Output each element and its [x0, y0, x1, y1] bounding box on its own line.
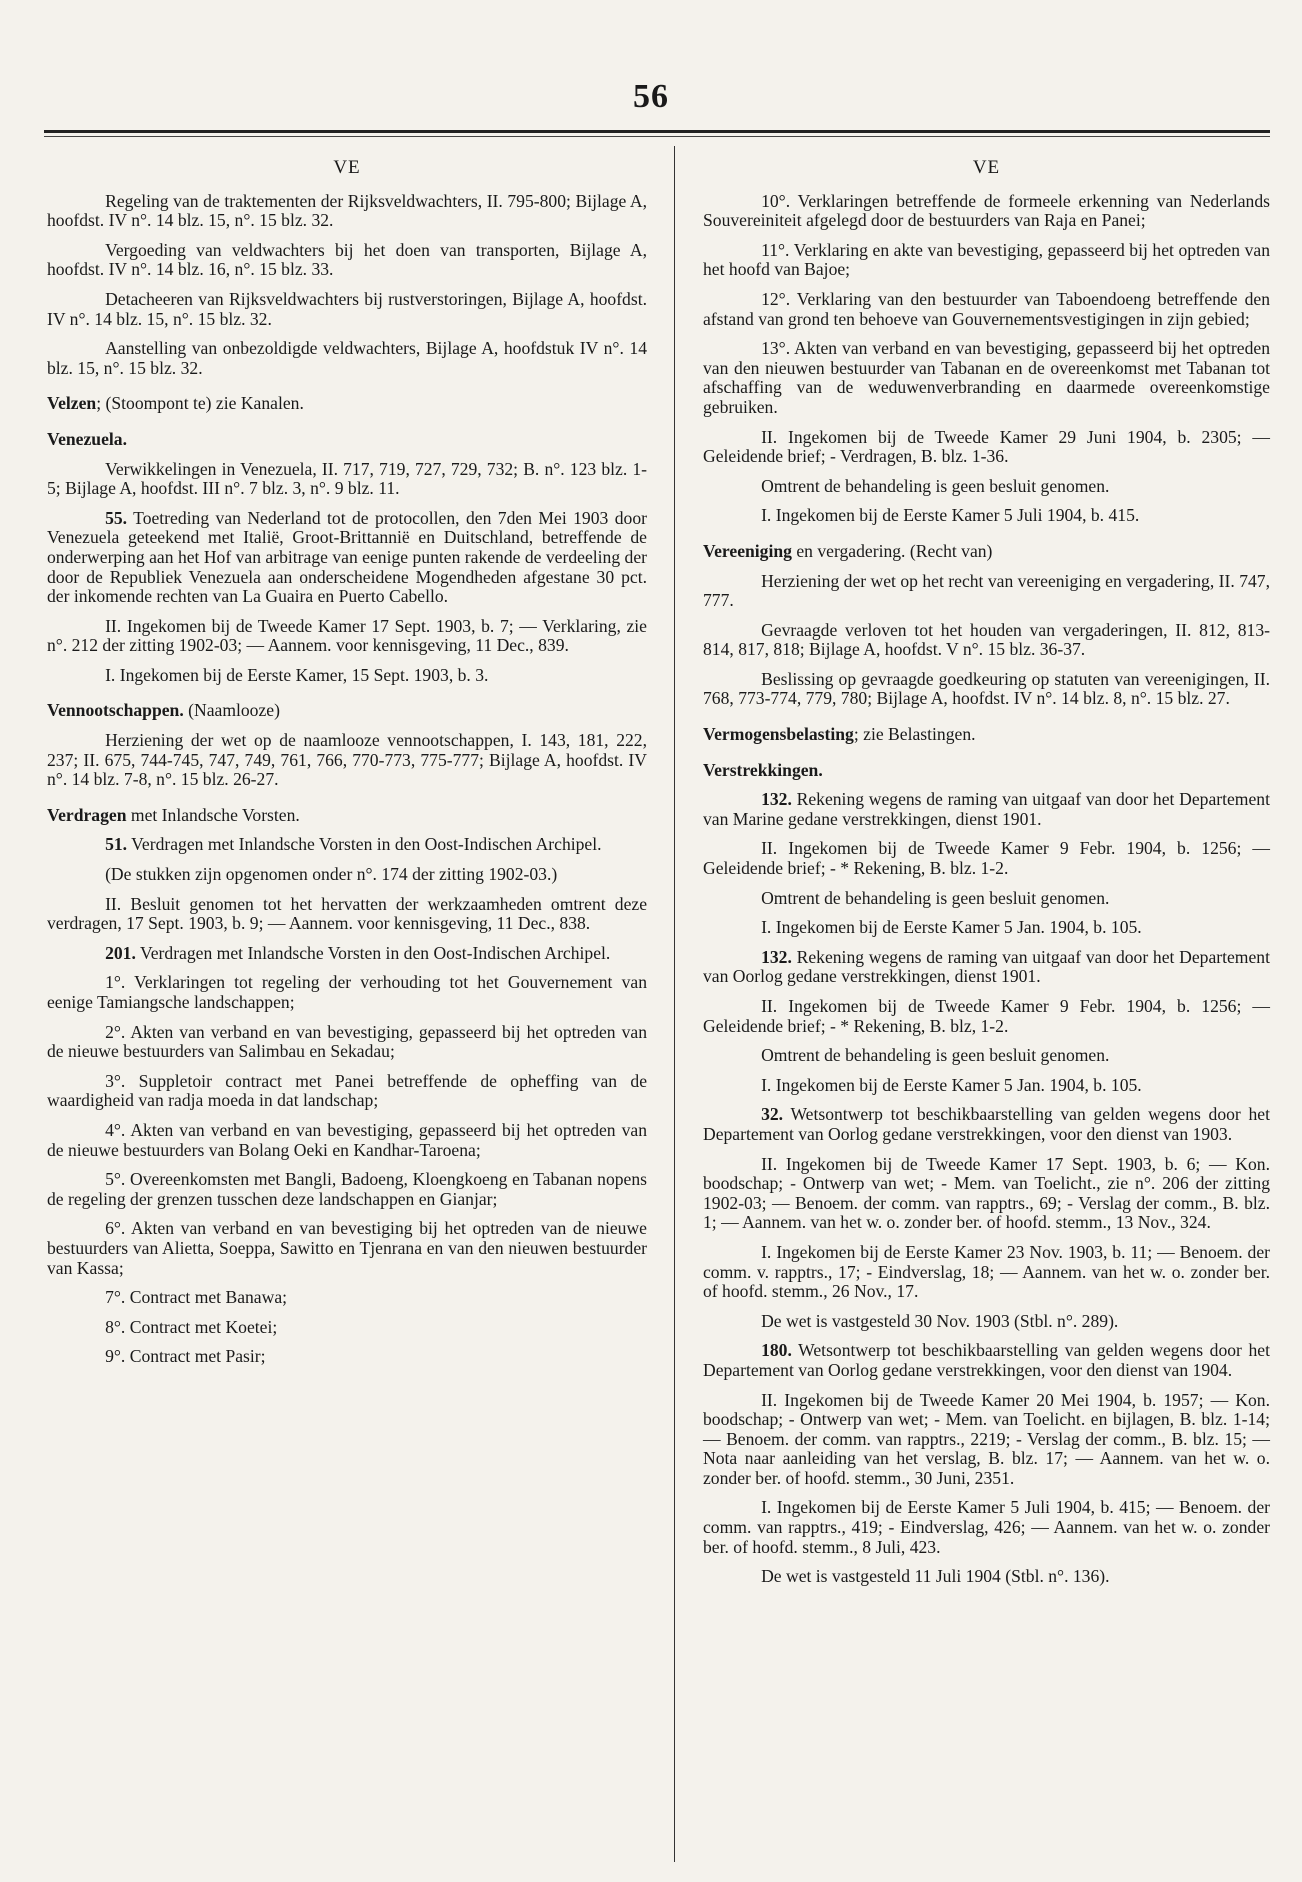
list-item: 4°. Akten van verband en van bevestiging, gepasseerd bij het optreden van de nieuwe bestuurders van Bolang Oeki en Kandhar-Taroena;	[47, 1119, 647, 1160]
right-column	[703, 158, 1270, 1597]
entry-paragraph: I. Ingekomen bij de Eerste Kamer 5 Juli 1904, b. 415.	[761, 505, 1140, 526]
heading-verdragen	[47, 806, 647, 826]
entry-paragraph: Gevraagde verloven tot het houden van vergaderingen, II. 812, 813-814, 817, 818; Bijlage A, hoofdst. V n°. 15 blz. 36-37.	[703, 619, 1270, 660]
heading-tail: (Naamlooze)	[183, 700, 280, 721]
entry-paragraph: (De stukken zijn opgenomen onder n°. 174 der zitting 1902-03.)	[105, 864, 558, 885]
entry-paragraph: Herziening der wet op het recht van vereeniging en vergadering, II. 747, 777.	[703, 570, 1270, 611]
entry-paragraph	[47, 944, 647, 964]
entry-paragraph: Detacheeren van Rijksveldwachters bij rustverstoringen, Bijlage A, hoofdst. IV n°. 14 blz. 15, n°. 15 blz. 32.	[47, 288, 647, 329]
list-item: 2°. Akten van verband en van bevestiging, gepasseerd bij het optreden van de nieuwe bestuurders van Salimbau en Sekadau;	[47, 1021, 647, 1062]
entry-paragraph: II. Besluit genomen tot het hervatten der werkzaamheden omtrent deze verdragen, 17 Sept. 1903, b. 9; — Aannem. voor kennisgeving, 11 Dec., 838.	[47, 893, 647, 934]
entry-paragraph: De wet is vastgesteld 11 Juli 1904 (Stbl. n°. 136).	[761, 1566, 1110, 1587]
heading-title: Vermogensbelasting	[703, 724, 854, 745]
entry-text: Toetreding van Nederland tot de protocollen, den 7den Mei 1903 door Venezuela geteekend met Italië, Groot-Brittannië en Duitschland, betreffende de onderwerping aan het Hof van arbitrage van eenige punten rakende de verdeeling der door de Republiek Venezuela aan onderscheidene Mogendheden afgestane 30 pct. der inkomende rechten van La Guaira en Puerto Cabello.	[47, 507, 647, 607]
entry-number: 132.	[761, 946, 792, 967]
entry-paragraph: II. Ingekomen bij de Tweede Kamer 9 Febr. 1904, b. 1256; — Geleidende brief; - * Rekening, B. blz. 1-2.	[703, 838, 1270, 879]
entry-text: Verdragen met Inlandsche Vorsten in den Oost-Indischen Archipel.	[139, 942, 611, 963]
header-rule	[44, 130, 1270, 133]
list-item: 6°. Akten van verband en van bevestiging bij het optreden van de nieuwe bestuurders van Alietta, Soeppa, Sawitto en Tjenrana en van den nieuwen bestuurder van Kassa;	[47, 1218, 647, 1278]
entry-paragraph: II. Ingekomen bij de Tweede Kamer 17 Sept. 1903, b. 6; — Kon. boodschap; - Ontwerp van wet; - Mem. van Toelicht., zie n°. 206 der zitting 1902-03; — Benoem. der comm. van rapptrs., 69; - Verslag der comm., B. blz. 1; — Aannem. van het w. o. zonder ber. of hoofd. stemm., 13 Nov., 324.	[703, 1153, 1270, 1233]
left-column-head: VE	[333, 157, 361, 178]
heading-vennootschappen	[47, 701, 647, 721]
heading-tail: en vergadering. (Recht van)	[791, 540, 993, 561]
entry-paragraph: I. Ingekomen bij de Eerste Kamer, 15 Sept. 1903, b. 3.	[105, 664, 489, 685]
entry-paragraph: I. Ingekomen bij de Eerste Kamer 5 Jan. 1904, b. 105.	[761, 917, 1142, 938]
entry-paragraph: II. Ingekomen bij de Tweede Kamer 20 Mei 1904, b. 1957; — Kon. boodschap; - Ontwerp van wet; - Mem. van Toelicht. en bijlagen, B. blz. 1-14; — Benoem. der comm. van rapptrs., 2219; - Verslag der comm., B. blz. 15; — Nota naar aanleiding van het verslag, B. blz. 17; — Aannem. van het w. o. zonder ber. of hoofd. stemm., 30 Juni, 2351.	[703, 1389, 1270, 1488]
entry-paragraph: II. Ingekomen bij de Tweede Kamer 29 Juni 1904, b. 2305; — Geleidende brief; - Verdragen, B. blz. 1-36.	[703, 426, 1270, 467]
entry-paragraph: II. Ingekomen bij de Tweede Kamer 9 Febr. 1904, b. 1256; — Geleidende brief; - * Rekening, B. blz, 1-2.	[703, 996, 1270, 1036]
entry-number: 180.	[761, 1340, 792, 1361]
entry-paragraph	[703, 1105, 1270, 1144]
list-item: 10°. Verklaringen betreffende de formeele erkenning van Nederlands Souvereiniteit afgelegd door de bestuurders van Raja en Panei;	[703, 190, 1270, 231]
heading-title: Verstrekkingen.	[703, 759, 823, 780]
list-item: 8°. Contract met Koetei;	[105, 1316, 278, 1337]
entry-paragraph	[703, 948, 1270, 987]
entry-paragraph: Omtrent de behandeling is geen besluit genomen.	[761, 475, 1110, 496]
column-divider	[674, 146, 675, 1862]
heading-vermogensbelasting	[703, 725, 1270, 745]
list-item: 1°. Verklaringen tot regeling der verhouding tot het Gouvernement van eenige Tamiangsche landschappen;	[47, 972, 647, 1012]
right-column-head: VE	[972, 157, 1001, 178]
list-item: 11°. Verklaring en akte van bevestiging, gepasseerd bij het optreden van het hoofd van Bajoe;	[703, 239, 1270, 280]
list-item: 9°. Contract met Pasir;	[105, 1346, 266, 1367]
entry-number: 55.	[105, 507, 128, 528]
heading-title: Verdragen	[47, 804, 127, 825]
entry-number: 32.	[761, 1104, 784, 1125]
entry-paragraph: I. Ingekomen bij de Eerste Kamer 23 Nov. 1903, b. 11; — Benoem. der comm. v. rapptrs., 17; - Eindverslag, 18; — Aannem. van het w. o. zonder ber. of hoofd. stemm., 26 Nov., 17.	[703, 1241, 1270, 1302]
entry-paragraph: I. Ingekomen bij de Eerste Kamer 5 Juli 1904, b. 415; — Benoem. der comm. van rapptrs., 419; - Eindverslag, 426; — Aannem. van het w. o. zonder ber. of hoofd. stemm., 8 Juli, 423.	[703, 1497, 1270, 1557]
entry-number: 201.	[105, 942, 136, 963]
heading-vereeniging	[703, 542, 1270, 562]
entry-paragraph: Omtrent de behandeling is geen besluit genomen.	[761, 887, 1110, 908]
left-column	[47, 158, 647, 1377]
heading-tail: met Inlandsche Vorsten.	[126, 804, 300, 825]
entry-paragraph	[703, 790, 1270, 829]
entry-text: Wetsontwerp tot beschikbaarstelling van gelden wegens door het Departement van Oorlog gedane verstrekkingen, voor den dienst van 1904.	[703, 1340, 1270, 1380]
heading-title: Venezuela.	[47, 428, 127, 449]
header-rule-thin	[44, 136, 1270, 137]
list-item: 12°. Verklaring van den bestuurder van Taboendoeng betreffende den afstand van grond ten behoeve van Gouvernementsvestigingen in zijn gebied;	[703, 288, 1270, 329]
list-item: 5°. Overeenkomsten met Bangli, Badoeng, Kloengkoeng en Tabanan nopens de regeling der grenzen tusschen deze landschappen en Gianjar;	[47, 1169, 647, 1209]
entry-paragraph: Verwikkelingen in Venezuela, II. 717, 719, 727, 729, 732; B. n°. 123 blz. 1-5; Bijlage A, hoofdst. III n°. 7 blz. 3, n°. 9 blz. 11.	[47, 458, 647, 499]
entry-paragraph: De wet is vastgesteld 30 Nov. 1903 (Stbl. n°. 289).	[761, 1310, 1119, 1331]
entry-number: 132.	[761, 789, 792, 810]
entry-paragraph: Herziening der wet op de naamlooze vennootschappen, I. 143, 181, 222, 237; II. 675, 744-745, 747, 749, 761, 766, 770-773, 775-777; Bijlage A, hoofdst. IV n°. 14 blz. 7-8, n°. 15 blz. 26-27.	[47, 730, 647, 790]
list-item: 3°. Suppletoir contract met Panei betreffende de opheffing van de waardigheid van radja moeda in dat landschap;	[47, 1070, 647, 1111]
entry-text: Rekening wegens de raming van uitgaaf van door het Departement van Oorlog gedane verstrekkingen, dienst 1901.	[703, 946, 1270, 987]
entry-paragraph: II. Ingekomen bij de Tweede Kamer 17 Sept. 1903, b. 7; — Verklaring, zie n°. 212 der zitting 1902-03; — Aannem. voor kennisgeving, 11 Dec., 839.	[47, 615, 647, 656]
entry-paragraph	[47, 835, 647, 855]
entry-paragraph: Vergoeding van veldwachters bij het doen van transporten, Bijlage A, hoofdst. IV n°. 14 blz. 16, n°. 15 blz. 33.	[47, 239, 647, 280]
entry-paragraph: Aanstelling van onbezoldigde veldwachters, Bijlage A, hoofdstuk IV n°. 14 blz. 15, n°. 15 blz. 32.	[47, 338, 647, 378]
entry-text: Rekening wegens de raming van uitgaaf van door het Departement van Marine gedane verstrekkingen, dienst 1901.	[703, 789, 1270, 829]
heading-velzen	[47, 394, 647, 414]
heading-verstrekkingen	[703, 761, 1270, 781]
heading-venezuela	[47, 430, 647, 450]
entry-number: 51.	[105, 834, 128, 855]
entry-paragraph: I. Ingekomen bij de Eerste Kamer 5 Jan. 1904, b. 105.	[761, 1074, 1142, 1095]
entry-paragraph: Beslissing op gevraagde goedkeuring op statuten van vereenigingen, II. 768, 773-774, 779, 780; Bijlage A, hoofdst. IV n°. 14 blz. 8, n°. 15 blz. 27.	[703, 668, 1270, 709]
heading-tail: ; zie Belastingen.	[853, 724, 976, 745]
heading-tail: ; (Stoompont te) zie Kanalen.	[96, 393, 304, 414]
entry-text: Verdragen met Inlandsche Vorsten in den Oost-Indischen Archipel.	[131, 834, 602, 855]
entry-paragraph: Regeling van de traktementen der Rijksveldwachters, II. 795-800; Bijlage A, hoofdst. IV n°. 14 blz. 15, n°. 15 blz. 32.	[47, 190, 647, 231]
entry-paragraph	[47, 509, 647, 607]
entry-text: Wetsontwerp tot beschikbaarstelling van gelden wegens door het Departement van Oorlog gedane verstrekkingen, voor den dienst van 1903.	[703, 1104, 1270, 1144]
entry-paragraph	[703, 1341, 1270, 1380]
list-item: 13°. Akten van verband en van bevestiging, gepasseerd bij het optreden van den nieuwen bestuurder van Tabanan en de overeenkomst met Tabanan tot afschaffing van de weduwenverbranding en daarmede overeenkomstige gebruiken.	[703, 338, 1270, 417]
heading-title: Vereeniging	[703, 540, 792, 561]
entry-paragraph: Omtrent de behandeling is geen besluit genomen.	[761, 1045, 1110, 1066]
heading-title: Velzen	[47, 393, 97, 414]
list-item: 7°. Contract met Banawa;	[105, 1287, 288, 1308]
page-number: 56	[633, 78, 669, 115]
heading-title: Vennootschappen.	[47, 700, 184, 721]
